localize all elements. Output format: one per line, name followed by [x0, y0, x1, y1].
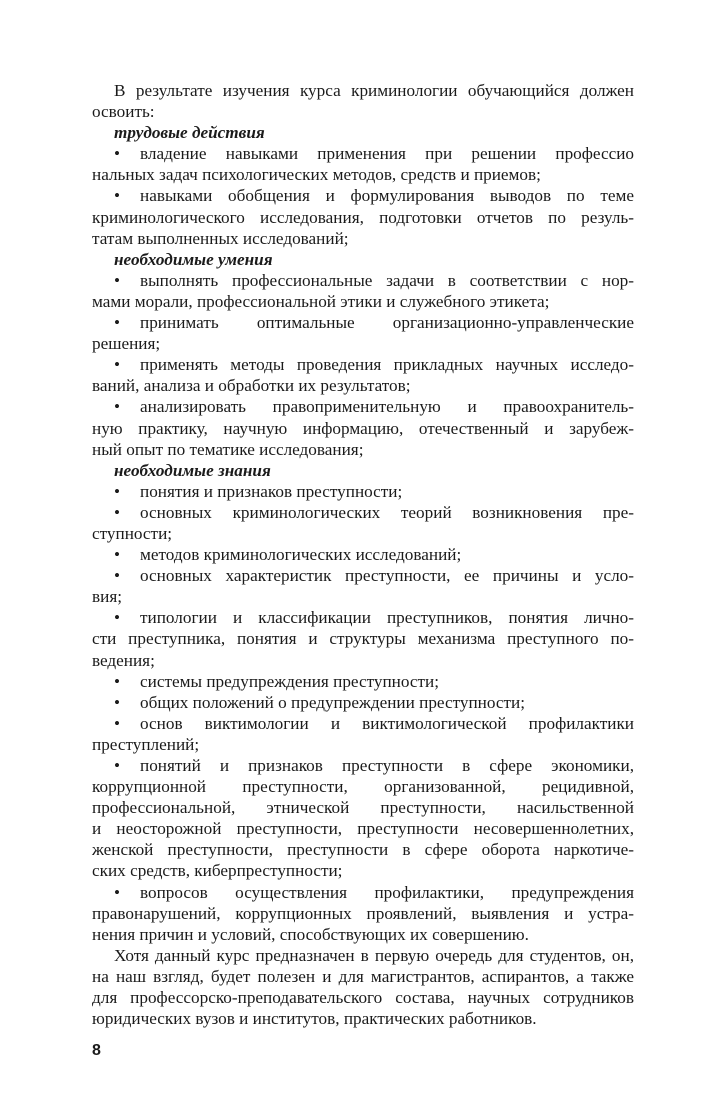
bullet-item-text: общих положений о предупреждении преступности;: [140, 692, 526, 712]
bullet-marker: •: [114, 882, 121, 902]
bullet-item-text: выполнять профессиональные задачи в соответствии с нор-: [140, 270, 634, 290]
bullet-item-text: преступлений;: [92, 734, 200, 754]
bullet-item: [92, 354, 634, 396]
closing-line: для профессорско-преподавательского состава, научных сотрудников: [92, 988, 634, 1008]
bullet-item-text: методов криминологических исследований;: [140, 545, 462, 565]
bullet-item-text: криминологического исследования, подготовки отчетов по резуль-: [92, 207, 634, 227]
bullet-item: [92, 481, 634, 502]
closing-paragraph: [92, 945, 634, 1029]
page-number: 8: [92, 1042, 101, 1059]
bullet-item-text: анализировать правоприменительную и правоохранитель-: [140, 397, 634, 417]
bullet-marker: •: [114, 481, 121, 501]
bullet-item-text: нальных задач психологических методов, средств и приемов;: [92, 165, 541, 185]
bullet-item-text: нения причин и условий, способствующих их совершению.: [92, 924, 529, 944]
bullet-item-text: решения;: [92, 334, 161, 354]
section-heading: необходимые знания: [114, 460, 271, 480]
bullet-item-text: ведения;: [92, 650, 155, 670]
bullet-item-text: ный опыт по тематике исследования;: [92, 439, 364, 459]
bullet-item-text: ваний, анализа и обработки их результатов;: [92, 376, 411, 396]
bullet-marker: •: [114, 756, 121, 775]
bullet-item: [92, 143, 634, 185]
bullet-item-text: основных характеристик преступности, ее причины и усло-: [140, 566, 634, 586]
bullet-item-text: и неосторожной преступности, преступности несовершеннолетних,: [92, 819, 634, 839]
bullet-marker: •: [114, 186, 121, 206]
section-heading: трудовые действия: [114, 123, 265, 143]
bullet-item-text: навыками обобщения и формулирования выводов по теме: [140, 186, 634, 206]
bullet-item: [92, 882, 634, 945]
bullet-item-text: вия;: [92, 587, 122, 607]
bullet-item-text: ступности;: [92, 523, 173, 543]
bullet-item-text: мами морали, профессиональной этики и служебного этикета;: [92, 291, 550, 311]
bullet-item: [92, 312, 634, 354]
closing-line: Хотя данный курс предназначен в первую очередь для студентов, он,: [114, 945, 634, 965]
bullet-item: [92, 671, 634, 692]
bullet-item: [92, 713, 634, 755]
bullet-item-text: понятий и признаков преступности в сфере экономики,: [140, 756, 634, 775]
bullet-item-text: татам выполненных исследований;: [92, 228, 349, 248]
bullet-marker: •: [114, 545, 121, 565]
bullet-item: [92, 185, 634, 248]
bullet-item-text: понятия и признаков преступности;: [140, 481, 403, 501]
bullet-item-text: применять методы проведения прикладных научных исследо-: [140, 355, 634, 375]
bullet-marker: •: [114, 355, 121, 375]
intro-line: В результате изучения курса криминологии обучающийся должен: [114, 81, 634, 100]
bullet-item: [92, 755, 634, 882]
bullet-item-text: правонарушений, коррупционных проявлений, выявления и устра-: [92, 903, 634, 923]
bullet-item-text: системы предупреждения преступности;: [140, 671, 440, 691]
bullet-item-text: владение навыками применения при решении профессио: [140, 144, 634, 164]
section-heading: необходимые умения: [114, 249, 273, 269]
bullet-item-text: основных криминологических теорий возникновения пре-: [140, 502, 634, 522]
closing-line: на наш взгляд, будет полезен и для магистрантов, аспирантов, а также: [92, 966, 634, 986]
bullet-item: [92, 565, 634, 607]
bullet-item: [92, 270, 634, 312]
bullet-marker: •: [114, 270, 121, 290]
bullet-marker: •: [114, 144, 121, 164]
bullet-item-text: ную практику, научную информацию, отечественный и зарубеж-: [92, 418, 634, 438]
bullet-marker: •: [114, 713, 121, 733]
bullet-item-text: женской преступности, преступности в сфере оборота наркотиче-: [92, 840, 634, 860]
bullet-marker: •: [114, 608, 121, 628]
sections: [92, 122, 634, 945]
body-text: [92, 80, 634, 1029]
bullet-marker: •: [114, 692, 121, 712]
intro-line: освоить:: [92, 102, 155, 122]
bullet-item-text: вопросов осуществления профилактики, предупреждения: [140, 882, 634, 902]
bullet-item-text: профессиональной, этнической преступности, насильственной: [92, 798, 634, 818]
bullet-item-text: коррупционной преступности, организованной, рецидивной,: [92, 777, 634, 797]
bullet-item-text: ских средств, киберпреступности;: [92, 861, 343, 881]
bullet-item-text: основ виктимологии и виктимологической профилактики: [140, 713, 634, 733]
bullet-item: [92, 607, 634, 670]
bullet-marker: •: [114, 502, 121, 522]
bullet-item: [92, 396, 634, 459]
bullet-item: [92, 692, 634, 713]
bullet-item-text: типологии и классификации преступников, понятия лично-: [140, 608, 634, 628]
bullet-marker: •: [114, 566, 121, 586]
closing-line: юридических вузов и институтов, практических работников.: [92, 1009, 537, 1029]
bullet-item-text: сти преступника, понятия и структуры механизма преступного по-: [92, 629, 634, 649]
bullet-marker: •: [114, 313, 121, 333]
bullet-item: [92, 502, 634, 544]
bullet-marker: •: [114, 671, 121, 691]
bullet-item: [92, 544, 634, 565]
bullet-marker: •: [114, 397, 121, 417]
bullet-item-text: принимать оптимальные организационно-управленческие: [140, 313, 634, 333]
